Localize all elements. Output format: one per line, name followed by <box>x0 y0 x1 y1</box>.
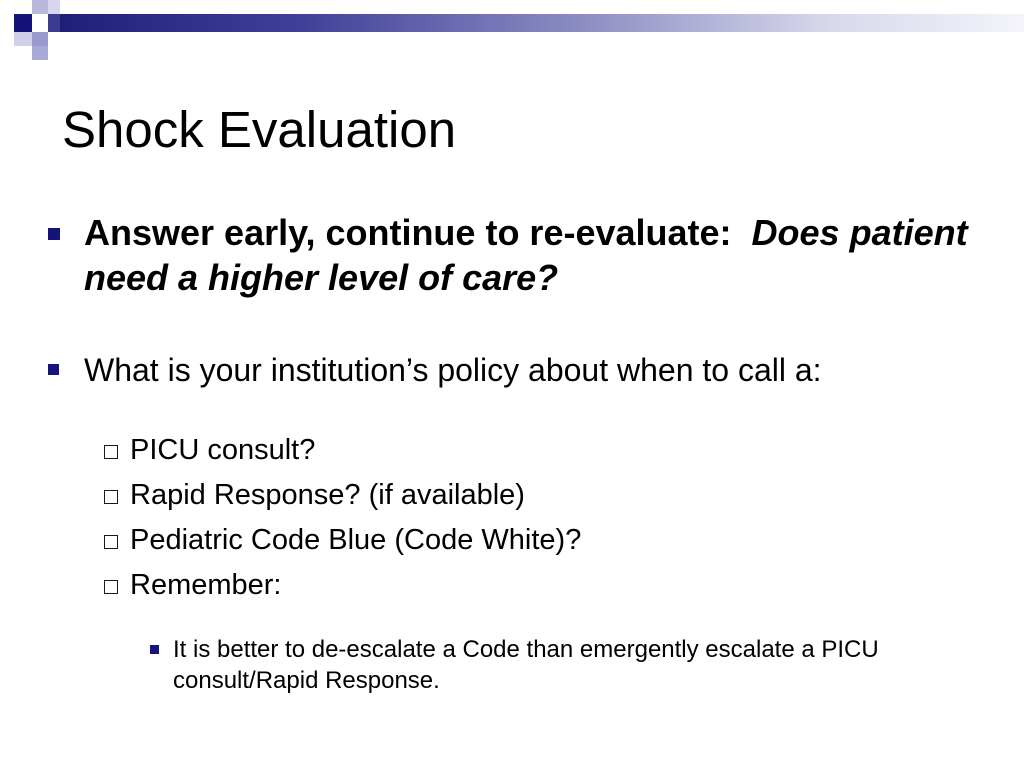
sub-bullet-item <box>84 563 998 608</box>
square-bullet-icon <box>48 364 59 375</box>
sub-bullet-item <box>84 473 998 518</box>
bullet-item <box>48 350 998 608</box>
header-square-dark <box>14 14 32 32</box>
bullet-text: What is your institution’s policy about when to call a: <box>84 352 822 388</box>
header-square-light <box>32 0 48 14</box>
sub-bullet-item <box>84 518 998 563</box>
hollow-square-bullet-icon <box>104 580 118 594</box>
header-gradient-bar <box>60 14 1024 32</box>
hollow-square-bullet-icon <box>104 535 118 549</box>
bullet-text-italic: Does patient need a higher level of care? <box>84 212 968 298</box>
header-square-mid <box>32 32 48 46</box>
header-square-mid <box>32 46 48 60</box>
sub-bullet-text: PICU consult? <box>130 434 316 466</box>
bullet-list <box>48 210 998 608</box>
header-square-light <box>48 0 60 14</box>
square-bullet-icon <box>48 228 60 240</box>
bullet-text-bold: Answer early, continue to re-evaluate: <box>84 212 732 253</box>
sub-bullet-list <box>84 428 998 608</box>
sub-bullet-text: Rapid Response? (if available) <box>130 479 525 511</box>
header-square-light <box>14 32 32 46</box>
bullet-item <box>48 210 998 300</box>
sub-bullet-item <box>84 428 998 473</box>
remember-note-block <box>84 634 984 696</box>
square-bullet-icon <box>150 645 159 654</box>
hollow-square-bullet-icon <box>104 490 118 504</box>
header-square-dark <box>48 14 60 32</box>
remember-note-text: It is better to de-escalate a Code than emergently escalate a PICU consult/Rapid Response. <box>173 636 879 694</box>
slide-title: Shock Evaluation <box>62 101 457 158</box>
sub-bullet-text: Remember: <box>130 569 282 601</box>
sub-bullet-text: Pediatric Code Blue (Code White)? <box>130 524 582 556</box>
hollow-square-bullet-icon <box>104 445 118 459</box>
sub-sub-bullet-item <box>84 634 984 696</box>
